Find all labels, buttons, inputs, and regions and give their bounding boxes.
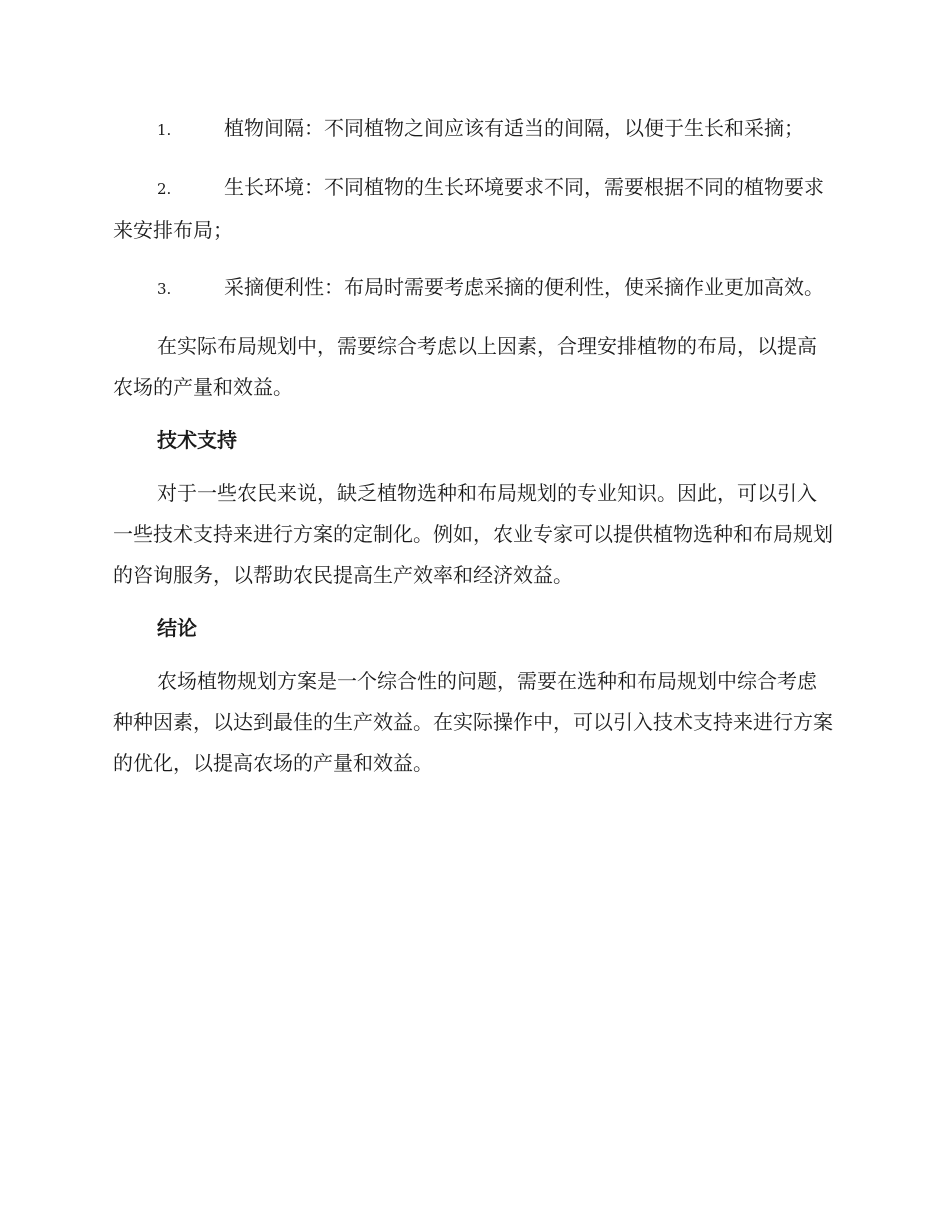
document-content: [113, 108, 833, 796]
list-item: [113, 108, 833, 151]
conclusion-paragraph: 农场植物规划方案是一个综合性的问题，需要在选种和布局规划中综合考虑种种因素，以达到最佳的生产效益。在实际操作中，可以引入技术支持来进行方案的优化，以提高农场的产量和效益。: [113, 669, 833, 775]
list-number: 3.: [157, 280, 172, 298]
list-text: 采摘便利性：布局时需要考虑采摘的便利性，使采摘作业更加高效。: [224, 275, 824, 299]
tech-support-paragraph: 对于一些农民来说，缺乏植物选种和布局规划的专业知识。因此，可以引入一些技术支持来进行方案的定制化。例如，农业专家可以提供植物选种和布局规划的咨询服务，以帮助农民提高生产效率和经济效益。: [113, 481, 833, 587]
list-number: 1.: [157, 121, 172, 139]
list-text: 生长环境：不同植物的生长环境要求不同，需要根据不同的植物要求来安排布局；: [113, 175, 824, 242]
list-item: [113, 267, 833, 310]
list-item: [113, 167, 833, 251]
list-text: 植物间隔：不同植物之间应该有适当的间隔，以便于生长和采摘；: [224, 116, 804, 140]
list-number: 2.: [157, 180, 172, 198]
section-heading-tech-support: 技术支持: [157, 428, 237, 452]
section-heading-conclusion: 结论: [157, 616, 197, 640]
layout-summary-paragraph: 在实际布局规划中，需要综合考虑以上因素，合理安排植物的布局，以提高农场的产量和效益。: [113, 334, 817, 399]
